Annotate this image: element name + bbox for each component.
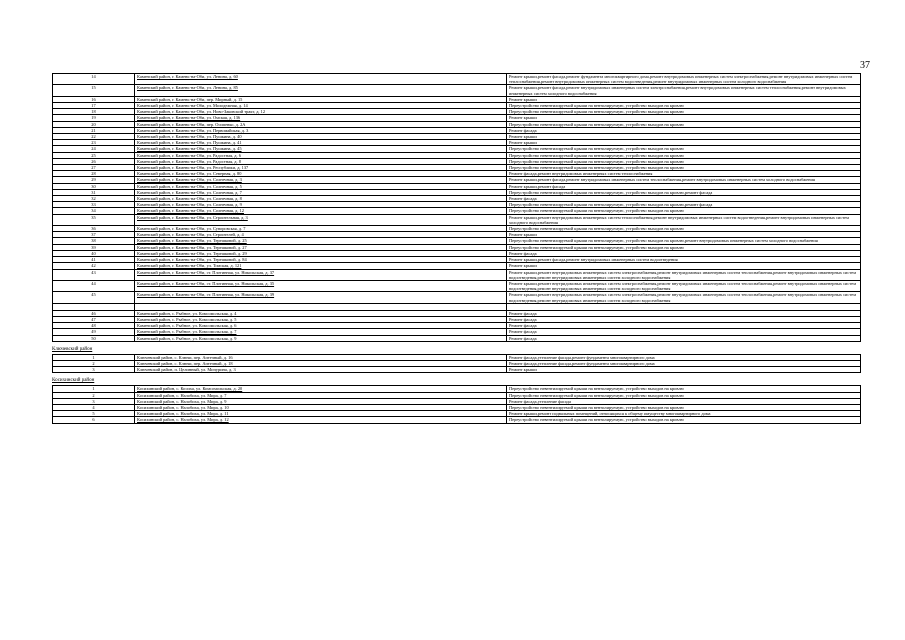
section-title: Ключевский район (52, 346, 93, 352)
works-table (52, 385, 861, 423)
row-work-type: Ремонт крыши,ремонт фасада,ремонт внутридомовых инженерных систем теплоснабжения,ремонт внутридомовых инженерных систем холодного водоснабжения (507, 177, 861, 183)
row-number: 25 (53, 152, 135, 158)
row-address: Каменский район, г. Камень-на-Оби, ул. Терешковой, д. 84 (135, 257, 507, 263)
row-number: 16 (53, 96, 135, 102)
row-work-type: Ремонт крыши (507, 96, 861, 102)
row-work-type: Переустройство невентилируемой крыши на вентилируемую, устройство выходов на кровлю,ремонт фасада (507, 189, 861, 195)
row-work-type: Переустройство невентилируемой крыши на вентилируемую, устройство выходов на кровлю (507, 109, 861, 115)
row-address: Каменский район, г. Камень-на-Оби, ул. Томская, д. 121 (135, 263, 507, 269)
row-number: 27 (53, 165, 135, 171)
row-number: 19 (53, 115, 135, 121)
row-number: 29 (53, 177, 135, 183)
row-address: Каменский район, с. Рыбное, ул. Комсомольская, д. 4 (135, 310, 507, 316)
row-number: 49 (53, 329, 135, 335)
row-work-type: Ремонт крыши (507, 367, 861, 373)
row-work-type: Ремонт крыши,ремонт фасада,ремонт внутридомовых инженерных систем электроснабжения,ремонт внутридомовых инженерных систем теплоснабжения,ремонт внутридомовых инженерных систем холодного водоснабжения (507, 85, 861, 96)
row-number: 6 (53, 417, 135, 423)
table-row (53, 335, 861, 341)
row-address: Каменский район, г. Камень-на-Оби, ул. Радостная, д. 8 (135, 158, 507, 164)
row-address: Косихинский район, с. Косиха, ул. Комсомольская, д. 20 (135, 386, 507, 392)
row-work-type: Ремонт фасада,утепление фасада,ремонт фундамента многоквартирного дома (507, 360, 861, 366)
row-work-type: Ремонт фасада (507, 316, 861, 322)
row-work-type: Ремонт фасада (507, 196, 861, 202)
row-work-type: Переустройство невентилируемой крыши на вентилируемую, устройство выходов на кровлю (507, 404, 861, 410)
row-number: 17 (53, 103, 135, 109)
row-work-type: Ремонт фасада (507, 329, 861, 335)
row-number: 24 (53, 146, 135, 152)
row-work-type: Ремонт фасада,утепление фасада (507, 398, 861, 404)
row-work-type: Ремонт крыши,ремонт фасада,ремонт внутридомовых инженерных систем водоотведения (507, 257, 861, 263)
table-row (53, 85, 861, 96)
document-body (52, 73, 860, 424)
row-work-type: Ремонт фасада (507, 127, 861, 133)
row-address: Каменский район, с. Рыбное, ул. Комсомольская, д. 5 (135, 316, 507, 322)
row-work-type: Переустройство невентилируемой крыши на вентилируемую, устройство выходов на кровлю (507, 121, 861, 127)
row-work-type: Ремонт крыши (507, 232, 861, 238)
row-address: Каменский район, г. Камень-на-Оби, ул. Строителей, д. 4 (135, 232, 507, 238)
row-address: Ключевский район, п. Целинный, ул. Мичурина, д. 3 (135, 367, 507, 373)
row-work-type: Переустройство невентилируемой крыши на вентилируемую, устройство выходов на кровлю,ремонт внутридомовых инженерных систем холодного водоснабжения (507, 238, 861, 244)
row-number: 20 (53, 121, 135, 127)
row-address: Каменский район, г. Камень-на-Оби, ул. Солнечная, д. 9 (135, 202, 507, 208)
row-number: 44 (53, 280, 135, 291)
row-number: 28 (53, 171, 135, 177)
table-row (53, 280, 861, 291)
row-number: 26 (53, 158, 135, 164)
row-address: Косихинский район, с. Налобиха, ул. Мира, д. 9 (135, 398, 507, 404)
row-address: Косихинский район, с. Налобиха, ул. Мира, д. 11 (135, 411, 507, 417)
empty-cell (135, 303, 507, 310)
row-address: Каменский район, г. Камень-на-Оби, ул. Северная, д. 80 (135, 171, 507, 177)
row-work-type: Ремонт фасада (507, 310, 861, 316)
row-address: Каменский район, г. Камень-на-Оби, ул. Терешковой, д. 25 (135, 238, 507, 244)
row-address: Каменский район, г. Камень-на-Оби, ст. Плотинная, ул. Никольская, д. 39 (135, 292, 507, 303)
row-number: 14 (53, 74, 135, 85)
row-address: Каменский район, г. Камень-на-Оби, ул. Омская, д. 136 (135, 115, 507, 121)
row-address: Ключевский район, с. Ключи, пер. Аптечный, д. 18 (135, 360, 507, 366)
row-number: 1 (53, 354, 135, 360)
row-work-type: Ремонт фасада,утепление фасада,ремонт фундамента многоквартирного дома (507, 354, 861, 360)
row-number: 45 (53, 292, 135, 303)
row-work-type: Ремонт крыши,ремонт подвальных помещений, относящихся к общему имуществу многоквартирного дома (507, 411, 861, 417)
table-row (53, 367, 861, 373)
row-address: Косихинский район, с. Налобиха, ул. Мира, д. 7 (135, 392, 507, 398)
row-number: 4 (53, 404, 135, 410)
row-number: 5 (53, 411, 135, 417)
row-address: Каменский район, г. Камень-на-Оби, ул. Пушкина, д. 40 (135, 134, 507, 140)
row-number: 22 (53, 134, 135, 140)
row-work-type: Переустройство невентилируемой крыши на вентилируемую, устройство выходов на кровлю,ремонт фасада (507, 202, 861, 208)
row-work-type: Ремонт крыши,ремонт внутридомовых инженерных систем электроснабжения,ремонт внутридомовых инженерных систем теплоснабжения,ремонт внутридомовых инженерных систем водоотведения,ремонт внутридомовых инженерных систем холодного водоснабжения (507, 280, 861, 291)
row-number: 48 (53, 323, 135, 329)
section-title: Косихинский район (52, 378, 95, 384)
row-address: Каменский район, г. Камень-на-Оби, пер. Осипенко, д. 2А (135, 121, 507, 127)
table-row (53, 303, 861, 310)
row-work-type: Переустройство невентилируемой крыши на вентилируемую, устройство выходов на кровлю (507, 244, 861, 250)
row-number: 39 (53, 244, 135, 250)
row-number: 21 (53, 127, 135, 133)
row-work-type: Ремонт крыши,ремонт внутридомовых инженерных систем электроснабжения,ремонт внутридомовых инженерных систем теплоснабжения,ремонт внутридомовых инженерных систем водоотведения,ремонт внутридомовых инженерных систем холодного водоснабжения (507, 269, 861, 280)
page-number: 37 (860, 60, 870, 71)
row-number: 47 (53, 316, 135, 322)
row-work-type: Ремонт крыши,ремонт фасада,ремонт фундамента многоквартирного дома,ремонт внутридомовых инженерных систем электроснабжения,ремонт внутридомовых инженерных систем теплоснабжения,ремонт внутридомовых инженерных систем водоотведения,ремонт внутридомовых инженерных систем холодного водоснабжения (507, 74, 861, 85)
empty-cell (507, 303, 861, 310)
row-work-type: Переустройство невентилируемой крыши на вентилируемую, устройство выходов на кровлю (507, 208, 861, 214)
row-number: 18 (53, 109, 135, 115)
row-number: 31 (53, 189, 135, 195)
row-number: 23 (53, 140, 135, 146)
row-address: Каменский район, г. Камень-на-Оби, ул. Терешковой, д. 29 (135, 250, 507, 256)
row-address: Каменский район, г. Камень-на-Оби, ул. Пушкина, д. 41 (135, 140, 507, 146)
row-address: Каменский район, с. Рыбное, ул. Комсомольская, д. 6 (135, 323, 507, 329)
row-work-type: Переустройство невентилируемой крыши на вентилируемую, устройство выходов на кровлю (507, 103, 861, 109)
row-number: 37 (53, 232, 135, 238)
row-address: Каменский район, г. Камень-на-Оби, пер. Мирный, д. 15 (135, 96, 507, 102)
row-work-type: Переустройство невентилируемой крыши на вентилируемую, устройство выходов на кровлю (507, 226, 861, 232)
row-work-type: Ремонт фасада,ремонт внутридомовых инженерных систем теплоснабжения (507, 171, 861, 177)
row-number: 2 (53, 392, 135, 398)
row-address: Каменский район, г. Камень-на-Оби, ул. Суворовская, д. 7 (135, 226, 507, 232)
table-row (53, 74, 861, 85)
row-address: Каменский район, г. Камень-на-Оби, ул. Молодежная, д. 14 (135, 103, 507, 109)
row-address: Каменский район, г. Камень-на-Оби, ул. Ленина, д. 85 (135, 85, 507, 96)
row-number: 42 (53, 263, 135, 269)
row-number: 50 (53, 335, 135, 341)
row-work-type: Ремонт крыши (507, 263, 861, 269)
row-work-type: Ремонт крыши,ремонт внутридомовых инженерных систем теплоснабжения,ремонт внутридомовых инженерных систем водоотведения,ремонт внутридомовых инженерных систем холодного водоснабжения (507, 214, 861, 225)
works-table (52, 73, 861, 342)
row-work-type: Ремонт фасада (507, 250, 861, 256)
row-work-type: Ремонт крыши (507, 140, 861, 146)
row-number: 33 (53, 202, 135, 208)
row-address: Каменский район, с. Рыбное, ул. Комсомольская, д. 9 (135, 335, 507, 341)
row-work-type: Переустройство невентилируемой крыши на вентилируемую, устройство выходов на кровлю (507, 165, 861, 171)
row-address: Каменский район, г. Камень-на-Оби, ст. Плотинная, ул. Никольская, д. 35 (135, 280, 507, 291)
row-number: 30 (53, 183, 135, 189)
table-row (53, 269, 861, 280)
row-work-type: Переустройство невентилируемой крыши на вентилируемую, устройство выходов на кровлю (507, 158, 861, 164)
row-work-type: Переустройство невентилируемой крыши на вентилируемую, устройство выходов на кровлю (507, 386, 861, 392)
row-address: Каменский район, г. Камень-на-Оби, ул. Пушкина, д. 45 (135, 146, 507, 152)
row-work-type: Переустройство невентилируемой крыши на вентилируемую, устройство выходов на кровлю (507, 152, 861, 158)
row-address: Каменский район, г. Камень-на-Оби, ул. Солнечная, д. 8 (135, 196, 507, 202)
row-work-type: Ремонт крыши (507, 134, 861, 140)
row-number: 15 (53, 85, 135, 96)
row-address: Косихинский район, с. Налобиха, ул. Мира, д. 12 (135, 417, 507, 423)
row-address: Каменский район, г. Камень-на-Оби, ул. Солнечная, д. 3 (135, 177, 507, 183)
row-number: 41 (53, 257, 135, 263)
row-address: Каменский район, г. Камень-на-Оби, ул. Ленина, д. 60 (135, 74, 507, 85)
works-table (52, 354, 861, 374)
row-number: 2 (53, 360, 135, 366)
row-number: 3 (53, 367, 135, 373)
row-number: 34 (53, 208, 135, 214)
row-number: 46 (53, 310, 135, 316)
row-address: Каменский район, г. Камень-на-Оби, ст. Плотинная, ул. Никольская, д. 37 (135, 269, 507, 280)
row-address: Косихинский район, с. Налобиха, ул. Мира, д. 10 (135, 404, 507, 410)
row-number: 1 (53, 386, 135, 392)
row-number: 40 (53, 250, 135, 256)
row-work-type: Переустройство невентилируемой крыши на вентилируемую, устройство выходов на кровлю (507, 146, 861, 152)
row-work-type: Переустройство невентилируемой крыши на вентилируемую, устройство выходов на кровлю (507, 417, 861, 423)
row-address: Каменский район, г. Камень-на-Оби, ул. Строительная, д. 3 (135, 214, 507, 225)
row-address: Каменский район, г. Камень-на-Оби, ул. Солнечная, д. 5 (135, 183, 507, 189)
row-work-type: Ремонт крыши,ремонт внутридомовых инженерных систем электроснабжения,ремонт внутридомовых инженерных систем теплоснабжения,ремонт внутридомовых инженерных систем водоотведения,ремонт внутридомовых инженерных систем холодного водоснабжения (507, 292, 861, 303)
row-work-type: Ремонт крыши,ремонт фасада (507, 183, 861, 189)
row-number: 38 (53, 238, 135, 244)
row-number: 43 (53, 269, 135, 280)
row-address: Каменский район, с. Рыбное, ул. Комсомольская, д. 7 (135, 329, 507, 335)
row-number: 32 (53, 196, 135, 202)
row-number: 36 (53, 226, 135, 232)
row-work-type: Ремонт крыши (507, 115, 861, 121)
row-work-type: Ремонт фасада (507, 323, 861, 329)
row-address: Ключевский район, с. Ключи, пер. Аптечный, д. 16 (135, 354, 507, 360)
row-address: Каменский район, г. Камень-на-Оби, ул. Солнечная, д. 12 (135, 208, 507, 214)
table-row (53, 292, 861, 303)
row-address: Каменский район, г. Камень-на-Оби, ул. Солнечная, д. 7 (135, 189, 507, 195)
row-number: 35 (53, 214, 135, 225)
row-work-type: Переустройство невентилируемой крыши на вентилируемую, устройство выходов на кровлю (507, 392, 861, 398)
row-address: Каменский район, г. Камень-на-Оби, ул. Радостная, д. 6 (135, 152, 507, 158)
row-number: 3 (53, 398, 135, 404)
row-address: Каменский район, г. Камень-на-Оби, ул. Терешковой, д. 27 (135, 244, 507, 250)
empty-cell (53, 303, 135, 310)
row-address: Каменский район, г. Камень-на-Оби, ул. Республики, д. 137 (135, 165, 507, 171)
row-address: Каменский район, г. Камень-на-Оби, ул. Ново-Заковский тракт, д. 12 (135, 109, 507, 115)
table-row (53, 417, 861, 423)
table-row (53, 214, 861, 225)
row-work-type: Ремонт фасада (507, 335, 861, 341)
row-address: Каменский район, г. Камень-на-Оби, ул. Первомайская, д. 3 (135, 127, 507, 133)
